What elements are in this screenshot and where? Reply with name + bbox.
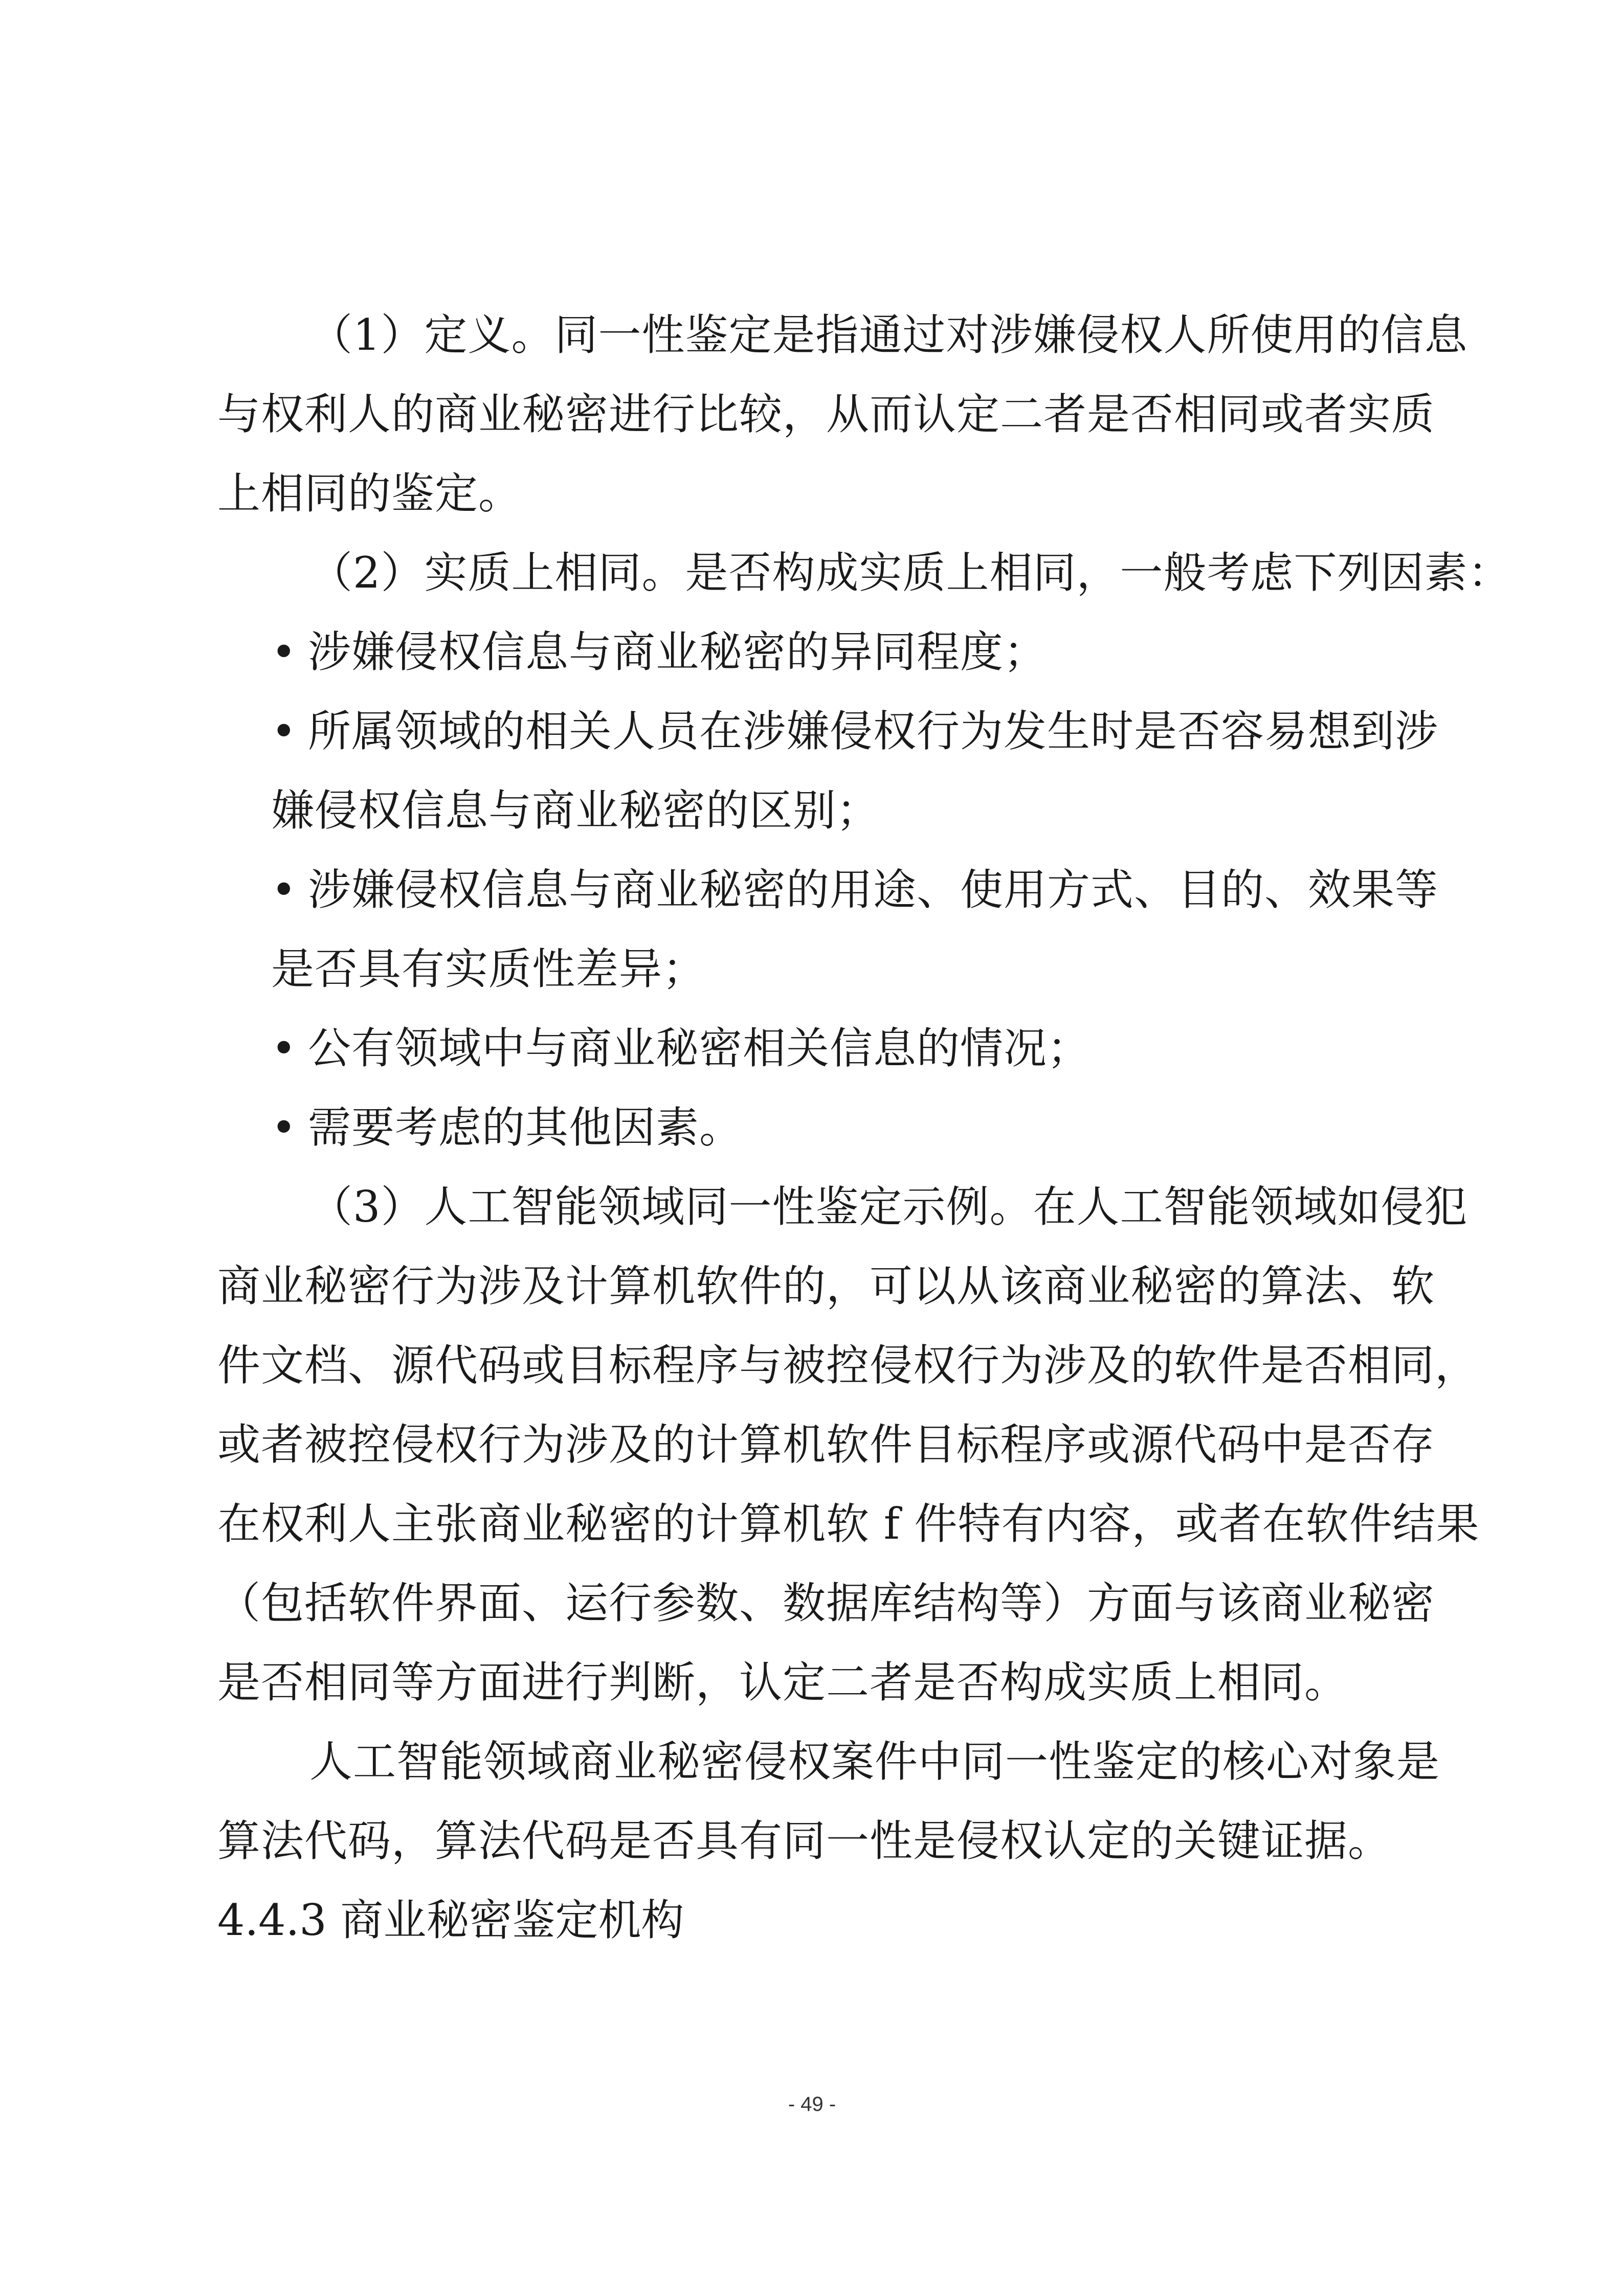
paragraph-3-line-6: （包括软件界面、运行参数、数据库结构等）方面与该商业秘密: [217, 1578, 1435, 1628]
list-item-text: 涉嫌侵权信息与商业秘密的异同程度；: [308, 627, 1048, 677]
list-item-text: 所属领域的相关人员在涉嫌侵权行为发生时是否容易想到涉: [308, 706, 1439, 756]
list-item: [271, 1089, 1419, 1166]
paragraph-3-line-3: 件文档、源代码或目标程序与被控侵权行为涉及的软件是否相同，: [217, 1340, 1479, 1390]
list-item: [271, 851, 1439, 928]
paragraph-1-line-1: （1）定义。同一性鉴定是指通过对涉嫌侵权人所使用的信息: [309, 310, 1468, 360]
list-item-continuation: 嫌侵权信息与商业秘密的区别；: [271, 785, 880, 836]
paragraph-1-line-3: 上相同的鉴定。: [217, 468, 522, 519]
bullet-icon: •: [271, 1023, 297, 1073]
section-heading: 4.4.3 商业秘密鉴定机构: [217, 1895, 684, 1945]
list-item-text: 公有领域中与商业秘密相关信息的情况；: [308, 1023, 1091, 1073]
list-item: [271, 614, 1419, 690]
bullet-icon: •: [271, 706, 297, 756]
paragraph-3-line-2: 商业秘密行为涉及计算机软件的，可以从该商业秘密的算法、软: [217, 1261, 1435, 1311]
bullet-icon: •: [271, 627, 297, 677]
paragraph-4-line-1: 人工智能领域商业秘密侵权案件中同一性鉴定的核心对象是: [309, 1737, 1440, 1787]
list-item: [271, 1010, 1419, 1087]
paragraph-2-line-1: （2）实质上相同。是否构成实质上相同，一般考虑下列因素：: [309, 548, 1511, 598]
bullet-icon: •: [271, 1102, 297, 1153]
bullet-icon: •: [271, 865, 297, 915]
list-item-text: 需要考虑的其他因素。: [308, 1102, 743, 1153]
page-number: - 49 -: [788, 2093, 836, 2115]
list-item-continuation: 是否具有实质性差异；: [271, 944, 706, 994]
paragraph-4-line-2: 算法代码，算法代码是否具有同一性是侵权认定的关键证据。: [217, 1816, 1392, 1866]
paragraph-3-line-1: （3）人工智能领域同一性鉴定示例。在人工智能领域如侵犯: [309, 1182, 1468, 1232]
list-item-text: 涉嫌侵权信息与商业秘密的用途、使用方式、目的、效果等: [308, 865, 1439, 915]
list-item: [271, 693, 1439, 770]
paragraph-1-line-2: 与权利人的商业秘密进行比较，从而认定二者是否相同或者实质: [217, 389, 1435, 439]
paragraph-3-line-7: 是否相同等方面进行判断，认定二者是否构成实质上相同。: [217, 1657, 1348, 1707]
paragraph-3-line-5: 在权利人主张商业秘密的计算机软 f 件特有内容，或者在软件结果: [217, 1499, 1480, 1549]
paragraph-3-line-4: 或者被控侵权行为涉及的计算机软件目标程序或源代码中是否存: [217, 1420, 1435, 1470]
